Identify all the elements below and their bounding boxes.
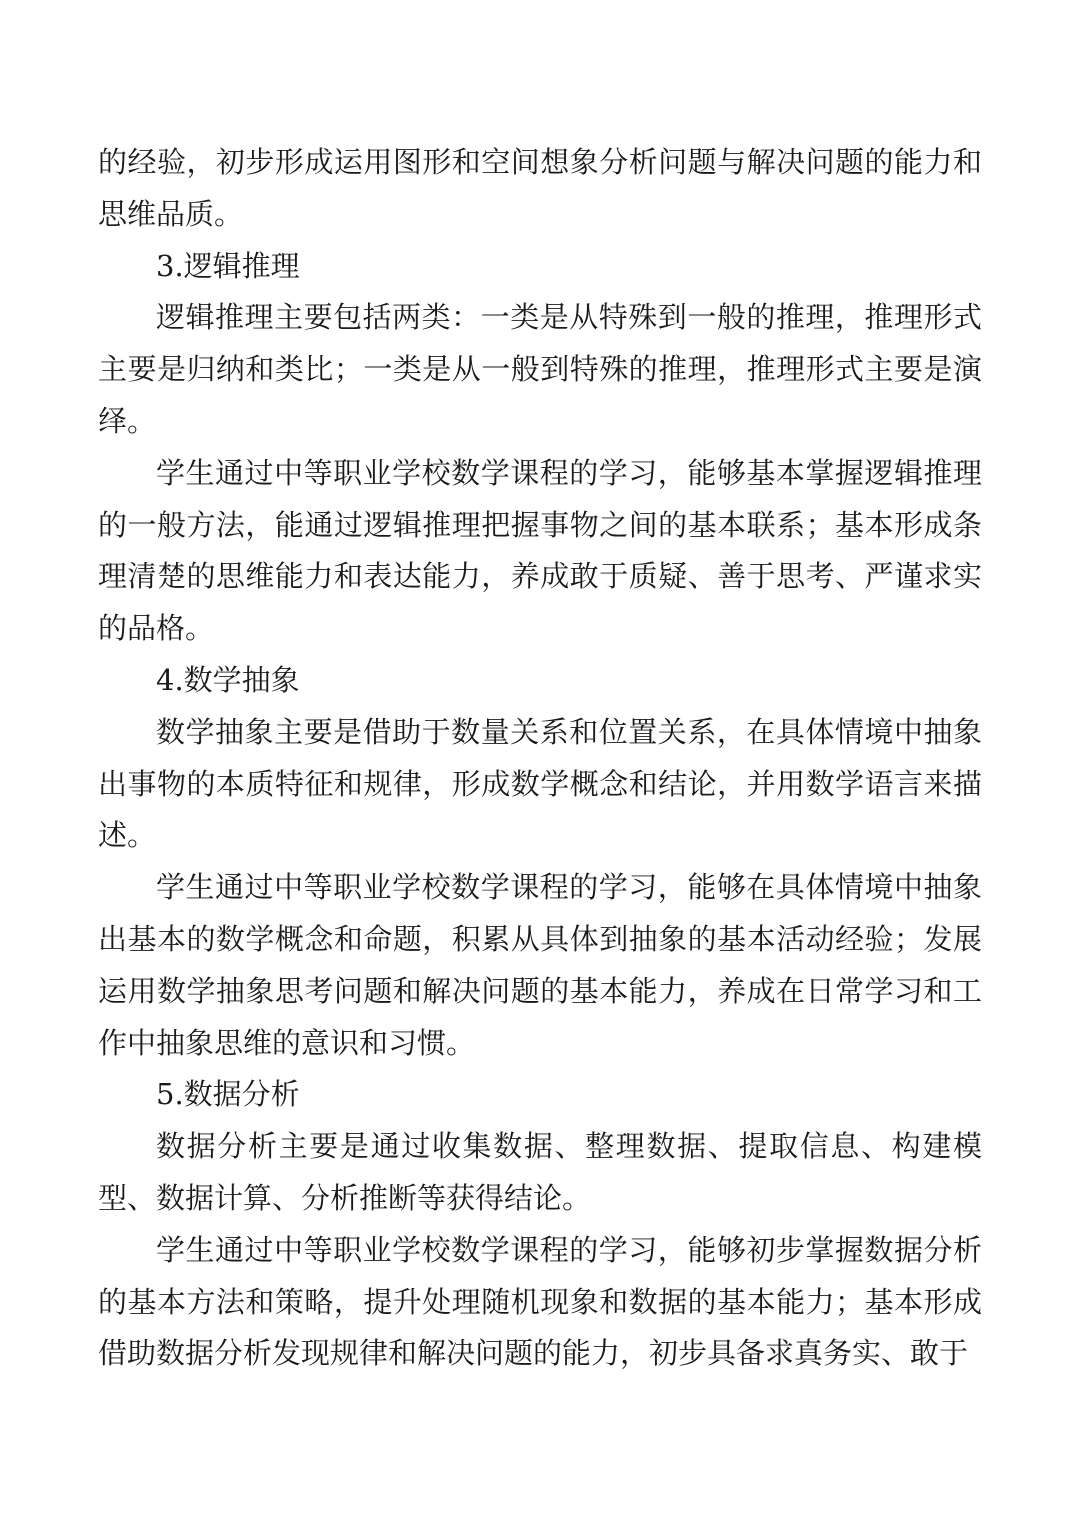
section-heading-math-abstraction: 4.数学抽象 [156,662,300,697]
paragraph-continued: 的经验，初步形成运用图形和空间想象分析问题与解决问题的能力和思维品质。 [98,145,982,231]
document-body [98,137,982,1380]
paragraph-data-analysis-definition: 数据分析主要是通过收集数据、整理数据、提取信息、构建模型、数据计算、分析推断等获得结论。 [98,1129,982,1215]
paragraph-math-abstraction-goals: 学生通过中等职业学校数学课程的学习，能够在具体情境中抽象出基本的数学概念和命题，积累从具体到抽象的基本活动经验；发展运用数学抽象思考问题和解决问题的基本能力，养成在日常学习和工作中抽象思维的意识和习惯。 [98,870,982,1060]
paragraph-logical-reasoning-goals: 学生通过中等职业学校数学课程的学习，能够基本掌握逻辑推理的一般方法，能通过逻辑推理把握事物之间的基本联系；基本形成条理清楚的思维能力和表达能力，养成敢于质疑、善于思考、严谨求实的品格。 [98,455,982,646]
paragraph-math-abstraction-definition: 数学抽象主要是借助于数量关系和位置关系，在具体情境中抽象出事物的本质特征和规律，形成数学概念和结论，并用数学语言来描述。 [98,714,982,853]
section-heading-logical-reasoning: 3.逻辑推理 [156,248,300,283]
paragraph-logical-reasoning-definition: 逻辑推理主要包括两类：一类是从特殊到一般的推理，推理形式主要是归纳和类比；一类是从一般到特殊的推理，推理形式主要是演绎。 [98,300,982,438]
paragraph-data-analysis-goals: 学生通过中等职业学校数学课程的学习，能够初步掌握数据分析的基本方法和策略，提升处理随机现象和数据的基本能力；基本形成借助数据分析发现规律和解决问题的能力，初步具备求真务实、敢于 [98,1232,982,1371]
section-heading-data-analysis: 5.数据分析 [156,1077,300,1112]
